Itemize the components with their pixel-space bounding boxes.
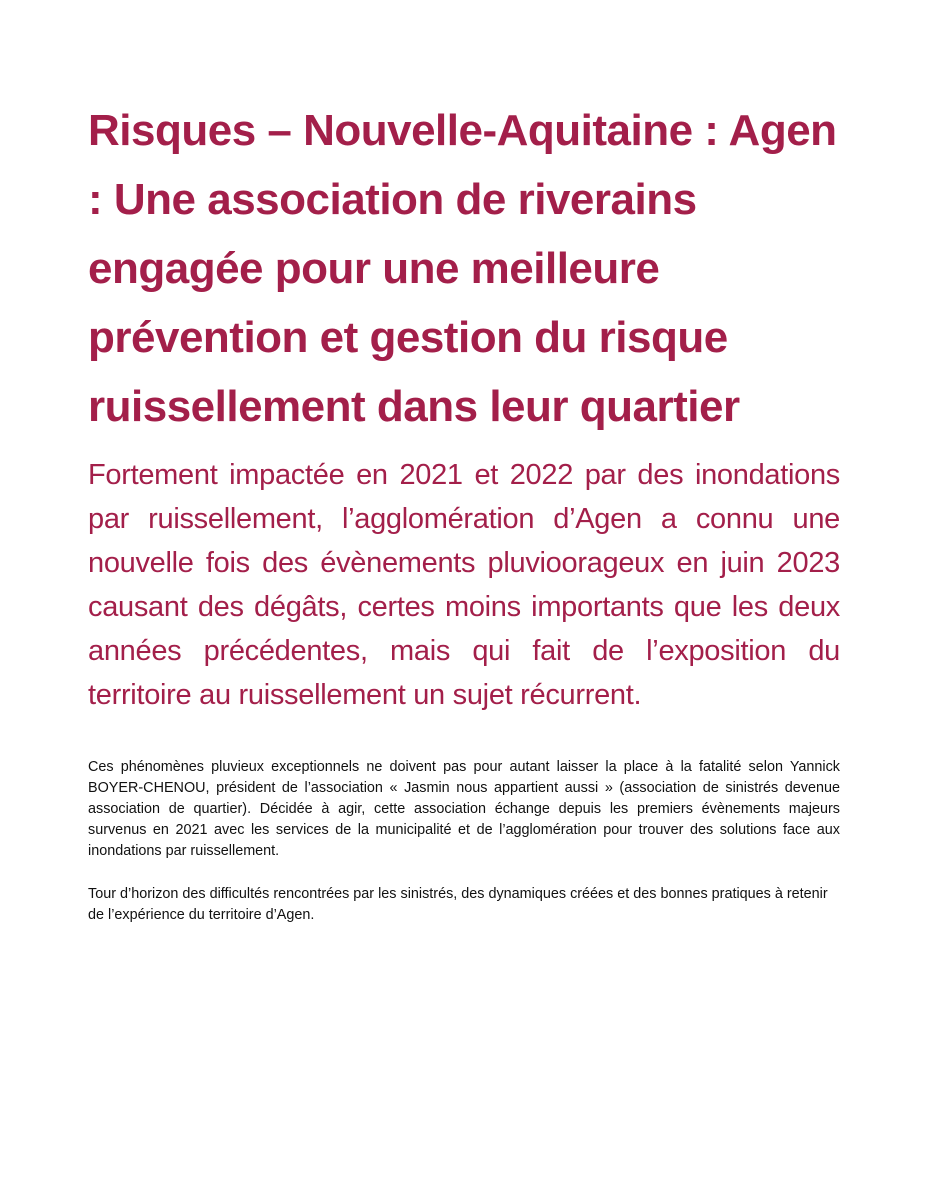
page-title: Risques – Nouvelle-Aquitaine : Agen : Une association de riverains engagée pour une meilleure prévention et gestion du risque ruissellement dans leur quartier xyxy=(88,106,837,431)
body-paragraph-1: Ces phénomènes pluvieux exceptionnels ne doivent pas pour autant laisser la place à la fatalité selon Yannick BOYER-CHENOU, président de l’association « Jasmin nous appartient aussi » (association de sinistrés devenue association de quartier). Décidée à agir, cette association échange depuis les premiers évènements majeurs survenus en 2021 avec les services de la municipalité et de l’agglomération pour trouver des solutions face aux inondations par ruissellement. xyxy=(88,759,840,859)
body-paragraph-2: Tour d’horizon des difficultés rencontrées par les sinistrés, des dynamiques créées et des bonnes pratiques à retenir de l’expérience du territoire d’Agen. xyxy=(88,886,828,923)
document-page xyxy=(88,96,840,926)
lead-paragraph: Fortement impactée en 2021 et 2022 par des inondations par ruissellement, l’agglomération d’Agen a connu une nouvelle fois des évènements pluvioorageux en juin 2023 causant des dégâts, certes moins importants que les deux années précédentes, mais qui fait de l’exposition du territoire au ruissellement un sujet récurrent. xyxy=(88,459,840,711)
